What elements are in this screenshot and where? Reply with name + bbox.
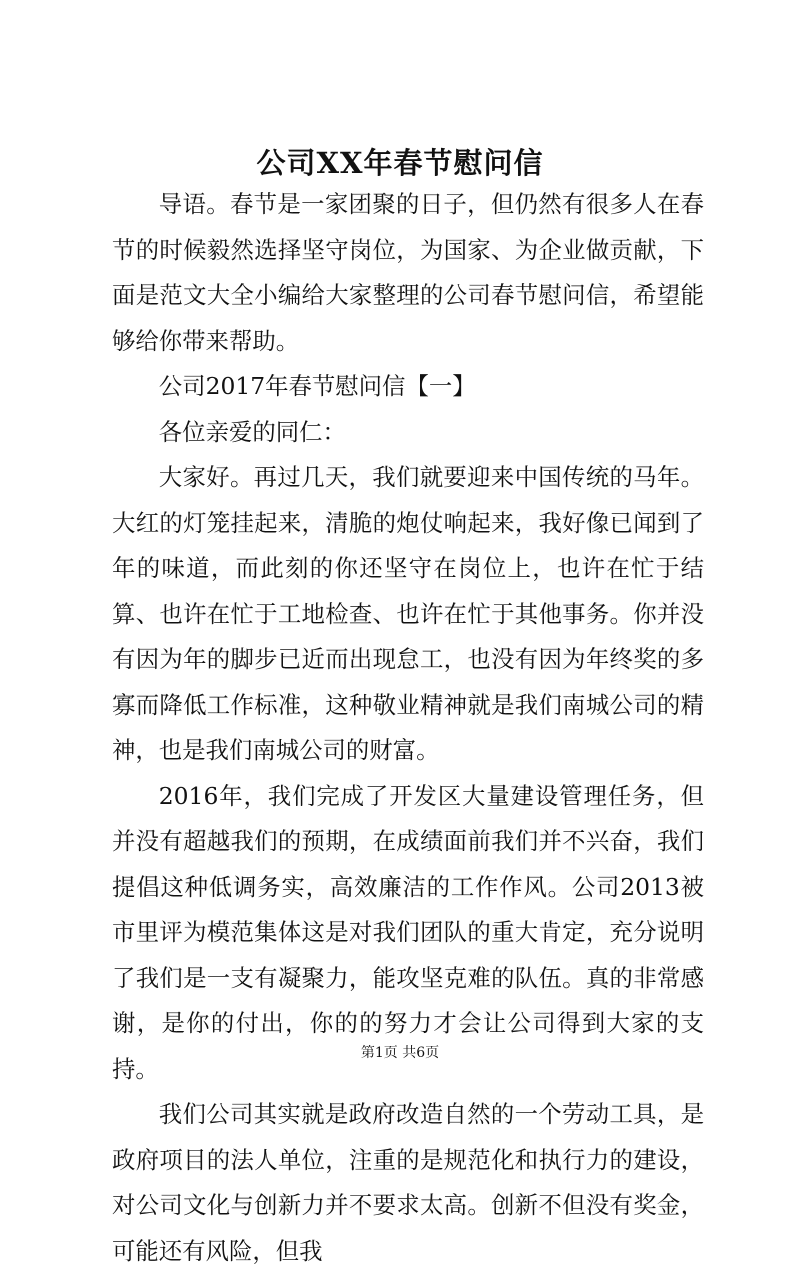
paragraph-salutation: 各位亲爱的同仁： — [158, 417, 346, 446]
paragraph-achievements: 2016年，我们完成了开发区大量建设管理任务，但并没有超越我们的预期，在成绩面前我们并不兴奋，我们提倡这种低调务实，高效廉洁的工作作风。公司2013被市里评为模范集体这是对我们团队的重大肯定，充分说明了我们是一支有凝聚力，能攻坚克难的队伍。真的非常感谢，是你的付出，你的的努力才会让公司得到大家的支持。 — [112, 781, 704, 1083]
paragraph-intro: 导语。春节是一家团聚的日子，但仍然有很多人在春节的时候毅然选择坚守岗位，为国家、为企业做贡献，下面是范文大全小编给大家整理的公司春节慰问信，希望能够给你带来帮助。 — [112, 190, 704, 355]
page-footer: 第1页 共6页 — [360, 1045, 440, 1061]
paragraph-heading: 公司2017年春节慰问信【一】 — [158, 372, 476, 400]
document-body — [112, 182, 704, 1274]
paragraph-greeting: 大家好。再过几天，我们就要迎来中国传统的马年。大红的灯笼挂起来，清脆的炮仗响起来，我好像已闻到了年的味道，而此刻的你还坚守在岗位上，也许在忙于结算、也许在忙于工地检查、也许在忙于其他事务。你并没有因为年的脚步已近而出现怠工，也没有因为年终奖的多寡而降低工作标准，这种敬业精神就是我们南城公司的精神，也是我们南城公司的财富。 — [112, 463, 704, 764]
document-title: 公司XX年春节慰问信 — [256, 146, 544, 180]
paragraph-company-role: 我们公司其实就是政府改造自然的一个劳动工具，是政府项目的法人单位，注重的是规范化和执行力的建设，对公司文化与创新力并不要求太高。创新不但没有奖金，可能还有风险，但我 — [112, 1100, 704, 1265]
